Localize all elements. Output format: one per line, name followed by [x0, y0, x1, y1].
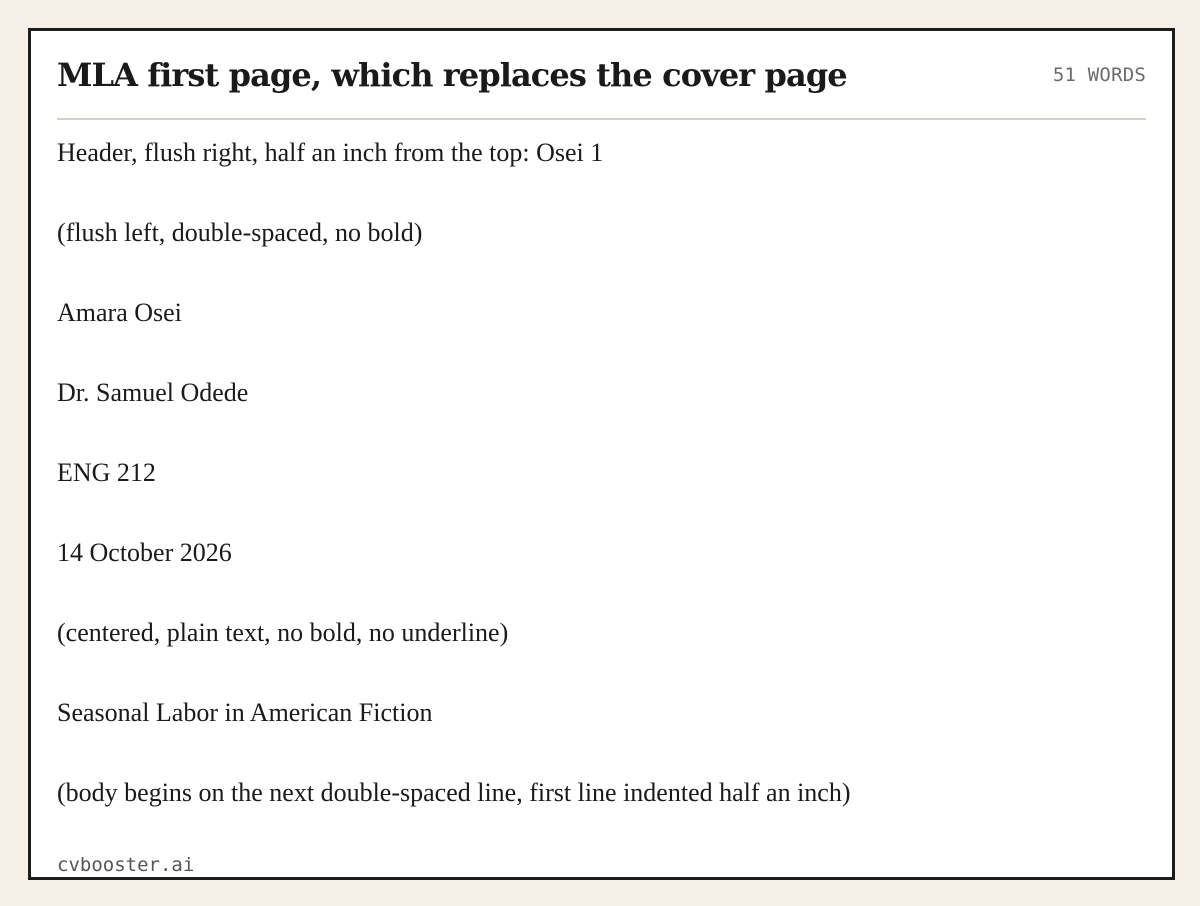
word-count-badge: 51 WORDS	[1052, 64, 1146, 86]
brand-footer: cvbooster.ai	[57, 854, 195, 876]
student-name-line: Amara Osei	[57, 298, 182, 327]
course-line: ENG 212	[57, 458, 156, 487]
essay-title-line: Seasonal Labor in American Fiction	[57, 698, 433, 727]
date-line: 14 October 2026	[57, 538, 232, 567]
title-format-note: (centered, plain text, no bold, no underline)	[57, 618, 509, 647]
header-instruction-line: Header, flush right, half an inch from the top: Osei 1	[57, 138, 604, 167]
page-title: MLA first page, which replaces the cover page	[57, 56, 847, 94]
heading-format-note: (flush left, double-spaced, no bold)	[57, 218, 423, 247]
document-card	[28, 28, 1175, 880]
body-start-note: (body begins on the next double-spaced line, first line indented half an inch)	[57, 778, 851, 807]
card-header	[57, 31, 1146, 120]
instructor-name-line: Dr. Samuel Odede	[57, 378, 249, 407]
document-body	[57, 138, 1146, 858]
